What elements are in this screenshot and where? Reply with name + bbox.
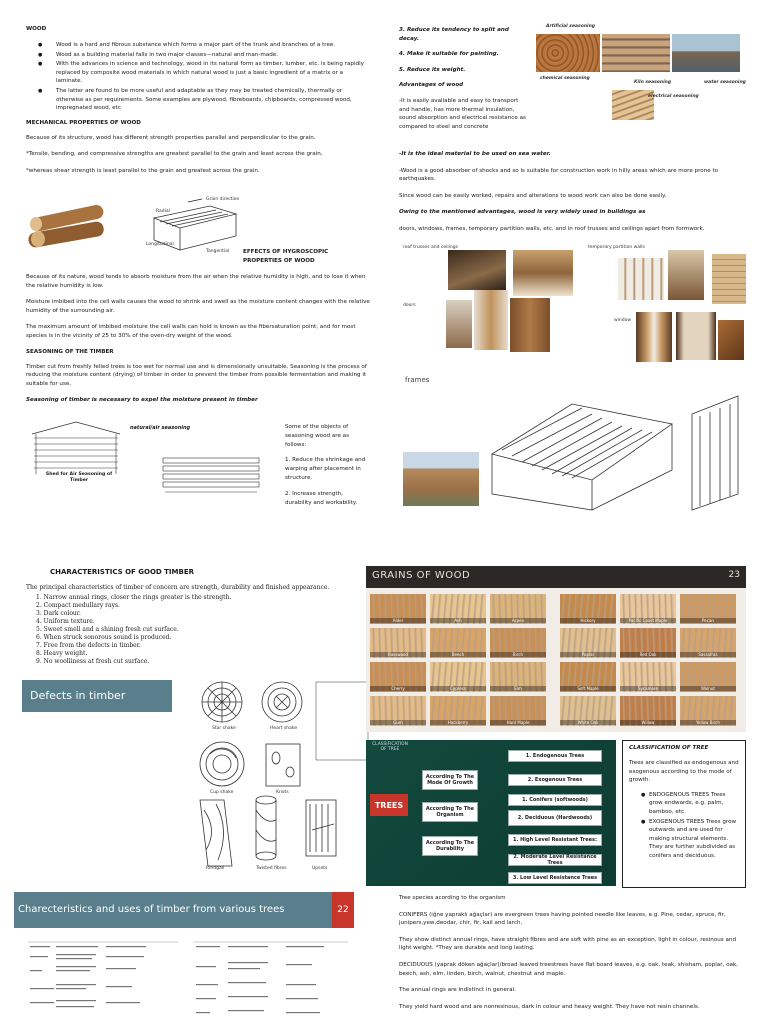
wood-bullet: ● Wood is a hard and fibrous substance which forms a major part of the trunk and branches of a tree. <box>26 41 371 50</box>
advantages-p3: -Wood is a good absorber of shocks and so is suitable for construction work in hilly areas which are more prone to earthquakes. <box>399 167 719 183</box>
characteristics-list <box>36 594 371 666</box>
door-photo-1 <box>446 300 472 348</box>
characteristic-item: 5. Sweet smell and a shining fresh cut surface. <box>36 626 179 633</box>
mechanical-p2: *Tensile, bending, and compressive strengths are greatest parallel to the grain and least across the grain, <box>26 151 323 158</box>
uses-table <box>28 936 348 1024</box>
heart-shake-label: Heart shake <box>270 726 298 731</box>
grain-tile-label: Birch <box>490 652 546 657</box>
leaf-exogenous: 2. Exogenous Trees <box>508 774 602 786</box>
advantages-title: Advantages of wood <box>399 82 464 89</box>
grain-tile <box>680 696 736 726</box>
classification-box <box>622 740 746 888</box>
grain-tile-label: Alder <box>370 618 426 623</box>
grain-tile <box>370 662 426 692</box>
grain-tile-label: Pacific Coast Maple <box>620 618 676 623</box>
box-bullet: ● ENDOGENOUS TREES Trees grow endwards, e.g. palm, bamboo, etc. <box>629 791 739 817</box>
grain-tile-label: Yellow Birch <box>680 720 736 725</box>
knots-label: Knots <box>276 790 289 795</box>
advantages-p2: -It is the ideal material to be used on sea water. <box>399 151 551 157</box>
wood-section <box>26 26 371 176</box>
grain-tile-label: Poplar <box>560 652 616 657</box>
grain-tile-label: Hard Maple <box>490 720 546 725</box>
roof-photo-2 <box>513 250 573 296</box>
characteristics-title: CHARACTERISTICS OF GOOD TIMBER <box>50 568 194 576</box>
grain-tile <box>680 662 736 692</box>
objects-intro: Some of the objects of seasoning wood are as follows: <box>285 424 350 448</box>
shed-caption: Shed for Air Seasoning of Timber <box>45 472 113 483</box>
hygro-section <box>26 273 371 405</box>
species-p1: Tree species acording to the organism <box>399 895 506 901</box>
grain-tile <box>430 628 486 658</box>
grain-tile <box>620 594 676 624</box>
grain-tile <box>680 628 736 658</box>
natural-seasoning-label: natural/air seasoning <box>130 425 191 431</box>
grain-tile-label: Sycamore <box>620 686 676 691</box>
grain-tile-label: Pecan <box>680 618 736 623</box>
object-3: 3. Reduce its tendency to split and decay. <box>399 27 509 42</box>
species-p3: They show distinct annual rings, have straight fibres and are soft with pine as an exception, light in colour, resinous and light weight. *They are durable and long lasting. <box>399 936 737 952</box>
defects-title: Defects in timber <box>30 689 126 702</box>
upsets-label: Upsets <box>312 866 328 871</box>
water-label: water seasoning <box>704 80 746 85</box>
uses-page: 22 <box>332 892 354 928</box>
grain-tile <box>490 594 546 624</box>
characteristics-slide <box>26 568 371 680</box>
leaf-conifers: 1. Conifers (softwoods) <box>508 794 602 806</box>
partition-label: temporary partition walls <box>588 245 645 250</box>
box-bullet: ● EXOGENOUS TREES Trees grow outwards and are used for making structural elements. They are further subdivided as conifers and deciduous. <box>629 818 739 861</box>
grain-tile-label: Aspen <box>490 618 546 623</box>
advantages-p4: Since wood can be easily worked, repairs and alterations to wood work can also be done easily. <box>399 192 667 199</box>
frame-photo <box>403 452 479 506</box>
artificial-label: Artificial seasoning <box>546 24 596 29</box>
star-shake-label: Star shake <box>212 726 236 731</box>
advantages-section <box>399 150 744 234</box>
roof-photo-1 <box>448 250 506 290</box>
species-p5: The annual rings are indistinct in general. <box>399 987 516 994</box>
hygro-title: EFFECTS OF HYGROSCOPIC PROPERTIES OF WOOD <box>243 249 329 264</box>
species-section <box>399 894 746 1011</box>
frame-drawings <box>482 384 746 512</box>
seasoning-p1: Timber cut from freshly felled trees is too wet for normal use and is dimensionally unsuitable. Seasoning is the process of reducing the moisture content (drying) of timber in order to prevent the timber from possible fermentation and making it suitable for use. <box>26 363 367 387</box>
wood-title: WOOD <box>26 26 47 32</box>
seasoning-title: SEASONING OF THE TIMBER <box>26 348 114 355</box>
uses-slide <box>14 892 354 1024</box>
grain-tile <box>560 662 616 692</box>
advantages-p1: -It is easily available and easy to transport and handle, has more thermal insulation, sound absorption and electrical resistance as compared to steel and concrete <box>399 97 526 130</box>
characteristic-item: 9. No woolliness at fresh cut surface. <box>36 658 150 665</box>
characteristic-item: 3. Dark colour. <box>36 610 81 617</box>
grain-tile-label: Beech <box>430 652 486 657</box>
shed-drawing <box>26 420 126 490</box>
grain-tile-label: Elm <box>490 686 546 691</box>
species-p4: DECIDUOUS (yaprak döken ağaçlar)/broad leaved treestrees have flat board leaves, e.g. oak, teak, shisham, poplar, oak, beech, ash, elm, linden, birch, walnut, chestnut and maple. <box>399 961 738 977</box>
grain-direction-diagram <box>140 196 240 258</box>
hygro-p3: The maximum amount of imbibed moisture the cell walls can hold is known as the fibersaturation point, and for most species is in the vicinity of 25 to 30% of the oven-dry weight of the wood. <box>26 324 356 339</box>
wood-bullet: ● Wood as a building material falls in two major classes—natural and man-made. <box>26 51 371 60</box>
partition-photo-1 <box>618 258 664 300</box>
kiln-seasoning-photo <box>602 34 670 72</box>
twisted-fibres-label: Twisted fibres <box>256 866 287 871</box>
grain-tile-label: Willow <box>620 720 676 725</box>
seasoning-objects <box>285 423 371 507</box>
artificial-seasoning-photo <box>536 34 600 72</box>
uses-title: Charecteristics and uses of timber from various trees <box>18 904 285 915</box>
window-photo-1 <box>636 312 672 362</box>
mechanical-p3: *whereas shear strength is least parallel to the grain and greatest across the grain. <box>26 167 260 174</box>
door-photo-2 <box>474 290 508 350</box>
advantages-p5: Owing to the mentioned advantages, wood is very widely used in buildings as <box>399 209 646 216</box>
grain-tile-label: Walnut <box>680 686 736 691</box>
grain-tile <box>370 594 426 624</box>
longitudinal-label: Longitudinal <box>146 242 174 247</box>
grain-tile-label: White Oak <box>560 720 616 725</box>
grain-tile <box>620 662 676 692</box>
species-p6: They yield hard wood and are nonresinous, dark in colour and heavy weight. They have not resin channels. <box>399 1003 700 1010</box>
grain-tile-label: Soft Maple <box>560 686 616 691</box>
characteristic-item: 8. Heavy weight. <box>36 650 88 657</box>
slide-title: CLASSIFICATION OF TREE <box>372 742 408 752</box>
chemical-label: chemical seasoning <box>540 76 590 81</box>
grain-tile-label: Red Oak <box>620 652 676 657</box>
hygro-p2: Moisture imbibed into the cell walls causes the wood to shrink and swell as the moisture content changes with the relative humidity of the surrounding air. <box>26 299 370 314</box>
object-2: 2. Increase strength, durability and workability. <box>285 490 358 506</box>
grain-tile <box>620 628 676 658</box>
object-1: 1. Reduce the shrinkage and warping after placement in structure. <box>285 457 366 481</box>
leaf-deciduous: 2. Deciduous (Hardwoods) <box>508 810 602 826</box>
seasoning-p2: Seasoning of timber is necessary to expel the moisture present in timber <box>26 397 258 404</box>
mechanical-p1: Because of its structure, wood has different strength properties parallel and perpendicular to the grain. <box>26 134 316 141</box>
leaf-moderate-resistance: 2. Moderate Level Resistance Trees <box>508 854 602 866</box>
group-durability: According To The Durability <box>422 836 478 856</box>
window-label: window <box>614 318 632 323</box>
wood-bullet: ● With the advances in science and technology, wood in its natural form as timber, lumber, etc. is being rapidly replaced by composite wood materials in which natural wood is just a basic ingredient of a matrix or a laminate. <box>26 60 371 86</box>
grain-tile <box>430 594 486 624</box>
leaf-low-resistance: 3. Low Level Resistance Trees <box>508 872 602 884</box>
characteristic-item: 6. When struck sonorous sound is produced. <box>36 634 172 641</box>
leaf-endogenous: 1. Endogenous Trees <box>508 750 602 762</box>
window-photo-3 <box>718 320 744 360</box>
group-growth: According To The Mode Of Growth <box>422 770 478 790</box>
grain-tile <box>560 628 616 658</box>
grain-tile-label: Hackberry <box>430 720 486 725</box>
characteristic-item: 7. Free from the defects in timber. <box>36 642 141 649</box>
grain-tile <box>430 662 486 692</box>
classification-slide <box>366 740 616 886</box>
defects-banner <box>22 680 172 712</box>
mechanical-title: MECHANICAL PROPERTIES OF WOOD <box>26 119 141 126</box>
partition-photo-3 <box>712 254 746 304</box>
kiln-label: Kiln seasoning <box>634 80 672 85</box>
group-organism: According To The Organism <box>422 802 478 822</box>
characteristic-item: 2. Compact medullary rays. <box>36 602 120 609</box>
wood-bullet: ● The latter are found to be more useful and adaptable as they may be treated chemically, thermally or otherwise as per requirements. Some examples are plywood, fibreboards, chipboards, compressed wood, impregnated wood, etc <box>26 87 371 113</box>
grain-tile-label: Sassafras <box>680 652 736 657</box>
object-4: 4. Make it suitable for painting. <box>399 51 499 58</box>
grain-label: Grain direction <box>206 197 240 202</box>
grain-tile <box>430 696 486 726</box>
doors-label: doors <box>403 303 416 308</box>
advantages-p6: doors, windows, frames, temporary partition walls, etc. and in roof trusses and ceilings apart from formwork. <box>399 225 705 232</box>
logs-image <box>26 203 112 253</box>
grain-tile <box>490 628 546 658</box>
electrical-label: electrical seasoning <box>648 94 699 99</box>
characteristic-item: 1. Narrow annual rings, closer the rings greater is the strength. <box>36 594 232 601</box>
grain-tile-label: Cypress <box>430 686 486 691</box>
box-intro: Trees are classified as endogenous and exogenous according to the mode of growth. <box>629 760 739 784</box>
hygro-p1: Because of its nature, wood tends to absorb moisture from the air when the relative humidity is high, and to lose it when the relative humidity is low. <box>26 274 366 289</box>
grain-tile-label: Basswood <box>370 652 426 657</box>
wood-bullets <box>26 41 371 113</box>
grain-tile <box>370 628 426 658</box>
grain-tile-label: Cherry <box>370 686 426 691</box>
grain-tile <box>490 662 546 692</box>
species-p2: CONIFERS (iğne yapraklı ağaçlar) are evergreen trees having pointed needle like leaves, e.g. Pine, cedar, spruce, fir, junipers,yew,deodar, chir, fir, kail and larch. <box>399 911 726 927</box>
window-photo-2 <box>676 312 716 360</box>
box-title: CLASSIFICATION OF TREE <box>629 745 709 751</box>
water-seasoning-photo <box>672 34 740 72</box>
grain-tile <box>560 594 616 624</box>
characteristics-intro: The principal characteristics of timber of concern are strength, durability and finished appearance. <box>26 584 330 591</box>
partition-photo-2 <box>668 250 704 300</box>
grain-tile-label: Ash <box>430 618 486 623</box>
door-photo-3 <box>510 298 550 352</box>
frames-label: frames <box>405 376 430 384</box>
object-5: 5. Reduce its weight. <box>399 66 466 73</box>
grain-tile <box>370 696 426 726</box>
stacking-diagram <box>145 438 277 510</box>
grain-tile <box>620 696 676 726</box>
box-bullets <box>629 791 739 861</box>
grain-tile-label: Hickory <box>560 618 616 623</box>
seasoning-objects-cont <box>399 26 529 131</box>
cup-shake-label: Cup shake <box>210 790 234 795</box>
leaf-high-resistance: 1. High Level Resistant Trees: <box>508 834 602 846</box>
grains-slide <box>366 566 746 732</box>
radial-label: Radial <box>156 209 170 214</box>
tangential-label: Tangential <box>206 249 230 254</box>
roof-label: roof trusses and ceilings <box>403 245 458 250</box>
grains-title: GRAINS OF WOOD <box>372 570 471 581</box>
rindgall-label: Rindgall <box>206 866 225 871</box>
grain-tile <box>490 696 546 726</box>
characteristic-item: 4. Uniform texture. <box>36 618 95 625</box>
grain-tile-label: Gum <box>370 720 426 725</box>
grain-tile <box>680 594 736 624</box>
grain-tile <box>560 696 616 726</box>
grains-page: 23 <box>728 570 740 580</box>
trees-node: TREES <box>370 794 408 816</box>
defect-drawings <box>196 680 376 875</box>
